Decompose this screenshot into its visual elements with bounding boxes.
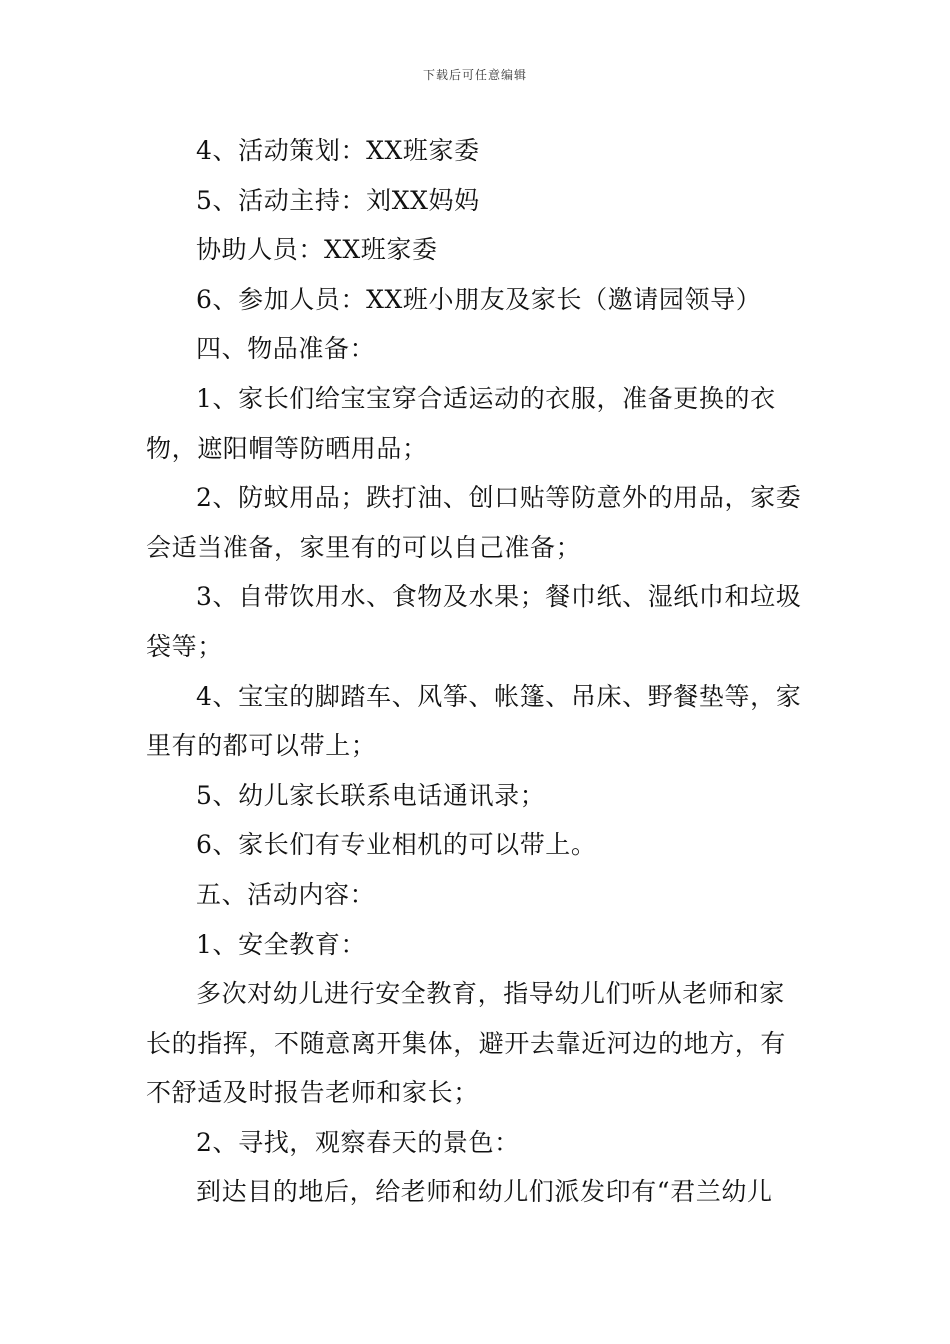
paragraph: 4、活动策划：XX班家委	[196, 136, 480, 165]
paragraph: 多次对幼儿进行安全教育，指导幼儿们听从老师和家长的指挥，不随意离开集体，避开去靠近河边的地方，有不舒适及时报告老师和家长；	[146, 979, 787, 1108]
paragraph: 到达目的地后，给老师和幼儿们派发印有“君兰幼儿	[196, 1177, 773, 1207]
paragraph: 5、幼儿家长联系电话通讯录；	[196, 780, 546, 810]
paragraph: 4、宝宝的脚踏车、风筝、帐篷、吊床、野餐垫等，家里有的都可以带上；	[146, 681, 802, 761]
page-header: 下载后可任意编辑	[422, 68, 527, 82]
paragraph: 协助人员：XX班家委	[196, 235, 438, 265]
paragraph: 1、安全教育：	[196, 929, 367, 959]
document-body	[146, 126, 806, 1217]
paragraph: 6、参加人员：XX班小朋友及家长（邀请园领导）	[196, 284, 762, 314]
paragraph: 6、家长们有专业相机的可以带上。	[196, 830, 597, 860]
paragraph: 5、活动主持：刘XX妈妈	[196, 185, 480, 215]
paragraph: 1、家长们给宝宝穿合适运动的衣服，准备更换的衣物，遮阳帽等防晒用品；	[146, 383, 776, 463]
paragraph: 2、寻找，观察春天的景色：	[196, 1127, 520, 1157]
paragraph: 2、防蚊用品；跌打油、创口贴等防意外的用品，家委会适当准备，家里有的可以自己准备；	[146, 483, 802, 562]
paragraph: 五、活动内容：	[196, 879, 376, 909]
paragraph: 四、物品准备：	[196, 334, 376, 364]
paragraph: 3、自带饮用水、食物及水果；餐巾纸、湿纸巾和垃圾袋等；	[146, 582, 802, 661]
